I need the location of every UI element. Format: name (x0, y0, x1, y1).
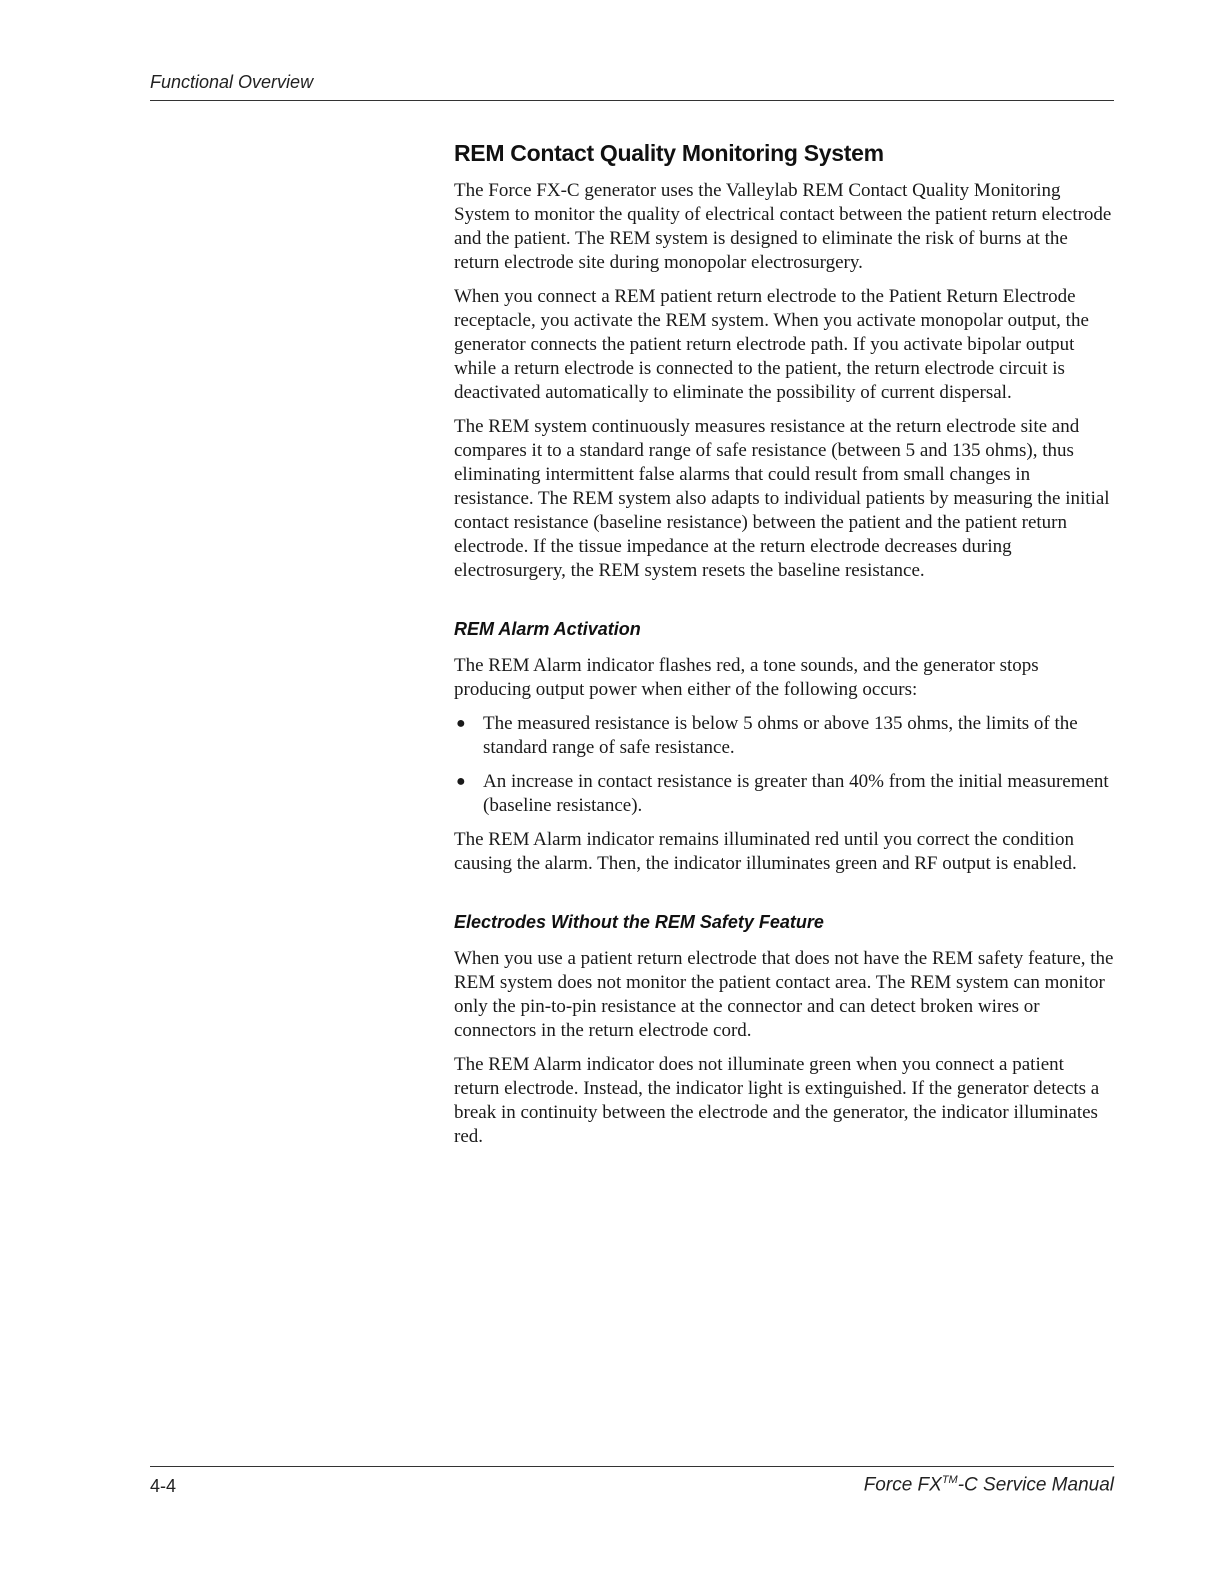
intro-paragraph-1: The Force FX-C generator uses the Valleylab REM Contact Quality Monitoring System to monitor the quality of electrical contact between the patient return electrode and the patient. The REM system is designed to eliminate the risk of burns at the return electrode site during monopolar electrosurgery. (454, 180, 1112, 273)
manual-title-suffix: -C Service Manual (957, 1474, 1114, 1496)
alarm-subheading: REM Alarm Activation (454, 619, 641, 639)
electrodes-paragraph-1: When you use a patient return electrode that does not have the REM safety feature, the REM system does not monitor the patient contact area. The REM system can monitor only the pin-to-pin resistance at the connector and can detect broken wires or connectors in the return electrode cord. (454, 948, 1114, 1041)
alarm-intro-paragraph: The REM Alarm indicator flashes red, a tone sounds, and the generator stops producing output power when either of the following occurs: (454, 655, 1039, 700)
list-item-text: An increase in contact resistance is greater than 40% from the initial measurement (baseline resistance). (483, 771, 1109, 816)
bullet-icon: ● (456, 715, 466, 732)
header-divider (150, 100, 1114, 101)
alarm-outro-paragraph: The REM Alarm indicator remains illuminated red until you correct the condition causing the alarm. Then, the indicator illuminates green and RF output is enabled. (454, 829, 1077, 874)
electrodes-subheading: Electrodes Without the REM Safety Feature (454, 912, 824, 932)
footer-divider (150, 1466, 1114, 1467)
electrodes-paragraph-2: The REM Alarm indicator does not illuminate green when you connect a patient return electrode. Instead, the indicator light is extinguished. If the generator detects a break in continuity between the electrode and the generator, the indicator illuminates red. (454, 1054, 1100, 1147)
page-number: 4-4 (150, 1476, 177, 1496)
intro-paragraph-3: The REM system continuously measures resistance at the return electrode site and compares it to a standard range of safe resistance (between 5 and 135 ohms), thus eliminating intermittent false alarms that could result from small changes in resistance. The REM system also adapts to individual patients by measuring the initial contact resistance (baseline resistance) between the patient and the patient return electrode. If the tissue impedance at the return electrode decreases during electrosurgery, the REM system resets the baseline resistance. (454, 416, 1110, 581)
list-item (454, 770, 1114, 818)
bullet-icon: ● (456, 773, 466, 790)
manual-title (864, 1474, 1114, 1496)
running-header-title: Functional Overview (150, 72, 314, 92)
page-content (454, 140, 1114, 1159)
intro-paragraph-2: When you connect a REM patient return electrode to the Patient Return Electrode receptacle, you activate the REM system. When you activate monopolar output, the generator connects the patient return electrode path. If you activate bipolar output while a return electrode is connected to the patient, the return electrode circuit is deactivated automatically to eliminate the possibility of current dispersal. (454, 286, 1089, 403)
alarm-conditions-list (454, 712, 1114, 818)
section-title: REM Contact Quality Monitoring System (454, 140, 884, 166)
trademark-mark: TM (941, 1474, 958, 1486)
manual-title-prefix: Force FX (863, 1474, 942, 1496)
list-item (454, 712, 1114, 760)
list-item-text: The measured resistance is below 5 ohms or above 135 ohms, the limits of the standard range of safe resistance. (483, 713, 1078, 758)
